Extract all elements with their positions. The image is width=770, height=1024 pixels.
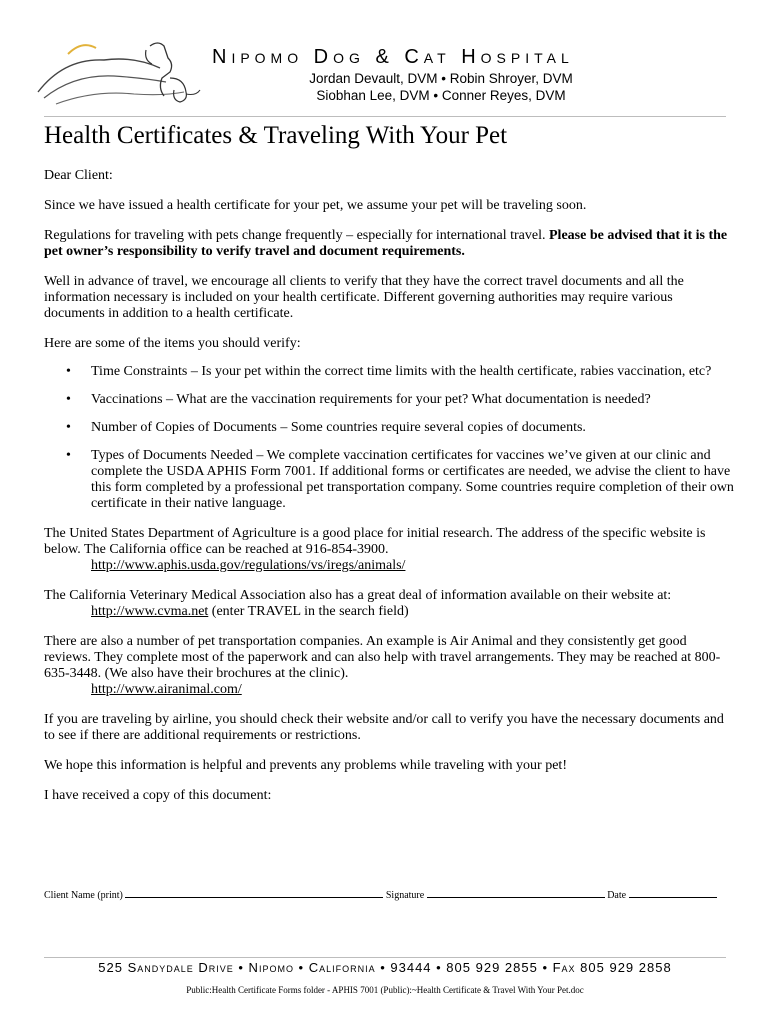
document-title: Health Certificates & Traveling With Your Pet xyxy=(44,122,508,149)
paragraph-cvma xyxy=(44,588,734,620)
date-field[interactable] xyxy=(629,888,717,898)
cvma-link[interactable]: http://www.cvma.net xyxy=(91,604,209,619)
signature-field[interactable] xyxy=(427,888,605,898)
hospital-name: Nipomo Dog & Cat Hospital xyxy=(212,46,574,68)
doctors-line-1: Jordan Devault, DVM • Robin Shroyer, DVM xyxy=(309,71,573,86)
doctors-line-2: Siobhan Lee, DVM • Conner Reyes, DVM xyxy=(316,88,566,103)
header-divider xyxy=(44,116,726,117)
responsibility-notice: Please be advised that it is the pet owner’s responsibility to verify travel and document requirements. xyxy=(44,228,728,259)
document-body xyxy=(44,168,734,818)
regulations-text: Regulations for traveling with pets change frequently – especially for international travel. xyxy=(44,228,549,243)
transport-text: There are also a number of pet transportation companies. An example is Air Animal and they consistently get good reviews. They complete most of the paperwork and can also help with travel arrangements. They may be reached at 800-635-3448. (We also have their brochures at the clinic). xyxy=(44,634,721,681)
paragraph-verify-intro: Here are some of the items you should verify: xyxy=(44,336,301,351)
paragraph-transport xyxy=(44,634,734,698)
signature-row xyxy=(44,888,734,901)
paragraph-issued: Since we have issued a health certificate for your pet, we assume your pet will be traveling soon. xyxy=(44,198,587,213)
airanimal-link[interactable]: http://www.airanimal.com/ xyxy=(91,682,242,697)
list-item: • Types of Documents Needed – We complete vaccination certificates for vaccines we’ve given at our clinic and complete the USDA APHIS Form 7001. If additional forms or certificates are needed, we advise the client to have this form completed by a professional pet transportation company. Some countries require completion of their own certificate in their native language. xyxy=(44,448,734,512)
footer-file-path: Public:Health Certificate Forms folder - APHIS 7001 (Public):~Health Certificate & Travel With Your Pet.doc xyxy=(186,985,584,995)
verify-list xyxy=(44,364,734,512)
paragraph-closing: We hope this information is helpful and prevents any problems while traveling with your pet! xyxy=(44,758,567,773)
footer-address: 525 Sandydale Drive • Nipomo • California • 93444 • 805 929 2855 • Fax 805 929 2858 xyxy=(98,960,672,975)
cvma-text: The California Veterinary Medical Association also has a great deal of information available on their website at: xyxy=(44,588,672,603)
paragraph-received: I have received a copy of this document: xyxy=(44,788,272,803)
usda-text: The United States Department of Agriculture is a good place for initial research. The address of the specific website is below. The California office can be reached at 916-854-3900. xyxy=(44,526,706,557)
signature-label: Signature xyxy=(383,890,427,901)
usda-link[interactable]: http://www.aphis.usda.gov/regulations/vs/iregs/animals/ xyxy=(91,558,406,573)
dog-cat-hills-logo-icon xyxy=(34,38,214,110)
list-item: • Time Constraints – Is your pet within the correct time limits with the health certificate, rabies vaccination, etc? xyxy=(44,364,734,380)
paragraph-advance: Well in advance of travel, we encourage all clients to verify that they have the correct travel documents and all the information necessary is included on your health certificate. Different governing authorities may require various documents in addition to a health certificate. xyxy=(44,274,684,321)
paragraph-airline: If you are traveling by airline, you should check their website and/or call to verify you have the necessary documents and to see if there are additional requirements or restrictions. xyxy=(44,712,724,743)
client-name-label: Client Name (print) xyxy=(44,890,126,901)
date-label: Date xyxy=(604,890,629,901)
client-name-field[interactable] xyxy=(125,888,383,898)
greeting: Dear Client: xyxy=(44,168,113,183)
footer-divider xyxy=(44,957,726,958)
cvma-note: (enter TRAVEL in the search field) xyxy=(208,604,409,619)
list-item: • Number of Copies of Documents – Some countries require several copies of documents. xyxy=(44,420,734,436)
paragraph-regulations xyxy=(44,228,734,260)
paragraph-usda xyxy=(44,526,734,574)
list-item: • Vaccinations – What are the vaccination requirements for your pet? What documentation is needed? xyxy=(44,392,734,408)
